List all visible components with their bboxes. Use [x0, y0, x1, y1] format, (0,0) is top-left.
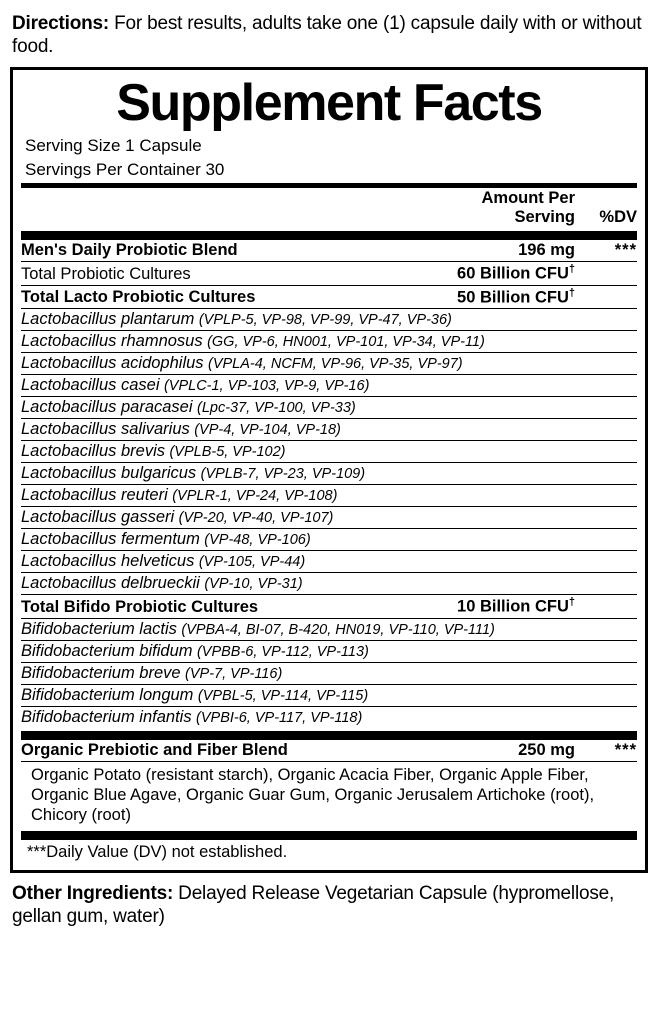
strain-codes: (VPBA-4, BI-07, B-420, HN019, VP-110, VP-111) [181, 621, 495, 638]
table-row [21, 706, 637, 728]
strain-codes: (VPLC-1, VP-103, VP-9, VP-16) [163, 378, 370, 395]
strain-name: Lactobacillus rhamnosus [21, 332, 203, 351]
table-row [21, 463, 637, 485]
row-amount: 50 Billion CFU† [425, 285, 575, 309]
table-row [21, 353, 637, 375]
row-dv [575, 285, 637, 309]
strain-row [21, 485, 637, 507]
directions-text [12, 12, 648, 58]
prebiotic-blend-table [21, 740, 637, 761]
strain-row [21, 551, 637, 573]
row-name: Organic Prebiotic and Fiber Blend [21, 740, 288, 759]
table-row [21, 285, 637, 309]
strain-row [21, 507, 637, 529]
strain-row [21, 353, 637, 375]
table-row [21, 240, 637, 262]
table-row [21, 375, 637, 397]
table-row [21, 262, 637, 286]
strain-name: Lactobacillus delbrueckii [21, 574, 200, 593]
strain-row [21, 309, 637, 331]
table-header-row [21, 188, 637, 228]
strain-name: Lactobacillus paracasei [21, 398, 193, 417]
table-row [21, 684, 637, 706]
strain-codes: (VP-105, VP-44) [198, 554, 306, 571]
table-row [21, 573, 637, 595]
strain-name: Lactobacillus brevis [21, 442, 165, 461]
strain-name: Lactobacillus acidophilus [21, 354, 204, 373]
table-row [21, 640, 637, 662]
row-dv: *** [614, 740, 637, 759]
strain-name: Bifidobacterium lactis [21, 619, 177, 638]
row-amount: 10 Billion CFU† [425, 595, 575, 619]
page-title: Supplement Facts [116, 74, 542, 133]
nutrition-table [21, 188, 637, 228]
prebiotic-blend-description: Organic Potato (resistant starch), Organic Acacia Fiber, Organic Apple Fiber, Organic Blue Agave, Organic Guar Gum, Organic Jerusalem Artichoke (root), Chicory (root) [31, 765, 595, 824]
strain-row [21, 640, 637, 662]
strain-name: Bifidobacterium infantis [21, 707, 192, 726]
strain-row [21, 573, 637, 595]
strain-row [21, 441, 637, 463]
row-name: Total Lacto Probiotic Cultures [21, 285, 425, 309]
table-row [21, 507, 637, 529]
table-row [21, 740, 637, 761]
divider-above-prebiotic [21, 731, 637, 740]
other-ingredients-label: Other Ingredients: [12, 883, 174, 905]
strain-name: Lactobacillus plantarum [21, 310, 195, 329]
strain-row [21, 419, 637, 441]
header-spacer [21, 188, 425, 228]
strain-codes: (VPLR-1, VP-24, VP-108) [172, 488, 338, 505]
strain-name: Lactobacillus salivarius [21, 420, 190, 439]
row-dv: *** [575, 240, 637, 262]
table-row [21, 441, 637, 463]
table-row [21, 529, 637, 551]
strain-row [21, 706, 637, 728]
table-row [21, 309, 637, 331]
probiotic-blend-table [21, 240, 637, 728]
table-row [21, 419, 637, 441]
serving-size: Serving Size 1 Capsule [25, 136, 202, 156]
strain-codes: (VPLP-5, VP-98, VP-99, VP-47, VP-36) [198, 312, 452, 329]
row-amount: 250 mg [518, 740, 575, 759]
strain-name: Lactobacillus gasseri [21, 508, 175, 527]
column-header-dv: %DV [599, 208, 637, 227]
strain-name: Bifidobacterium breve [21, 663, 181, 682]
strain-codes: (VP-48, VP-106) [204, 532, 311, 549]
column-header-amount: Amount Per Serving [481, 189, 575, 227]
row-amount: 60 Billion CFU† [425, 262, 575, 286]
strain-row [21, 684, 637, 706]
strain-row [21, 529, 637, 551]
table-row [21, 397, 637, 419]
strain-row [21, 375, 637, 397]
strain-codes: (VPLB-7, VP-23, VP-109) [200, 466, 366, 483]
strain-codes: (VP-10, VP-31) [204, 576, 303, 593]
other-ingredients-text [12, 882, 648, 928]
divider-below-header [21, 231, 637, 240]
row-name: Total Probiotic Cultures [21, 262, 425, 286]
strain-row [21, 331, 637, 353]
row-dv [575, 595, 637, 619]
directions-body: For best results, adults take one (1) capsule daily with or without food. [12, 13, 642, 58]
strain-row [21, 662, 637, 684]
table-row [21, 485, 637, 507]
divider-above-footnote [21, 831, 637, 840]
strain-name: Lactobacillus casei [21, 376, 160, 395]
table-row [21, 551, 637, 573]
strain-codes: (VPLB-5, VP-102) [169, 444, 286, 461]
row-name: Men's Daily Probiotic Blend [21, 240, 425, 262]
strain-name: Bifidobacterium bifidum [21, 641, 193, 660]
directions-label: Directions: [12, 13, 110, 34]
servings-per-container: Servings Per Container 30 [25, 159, 225, 179]
row-name: Total Bifido Probiotic Cultures [21, 595, 425, 619]
table-row [21, 662, 637, 684]
row-dv [575, 262, 637, 286]
strain-row [21, 618, 637, 640]
table-row [21, 595, 637, 619]
strain-name: Lactobacillus helveticus [21, 552, 195, 571]
strain-row [21, 397, 637, 419]
supplement-facts-panel [10, 67, 648, 873]
table-row [21, 618, 637, 640]
strain-name: Bifidobacterium longum [21, 685, 194, 704]
strain-name: Lactobacillus reuteri [21, 486, 168, 505]
strain-row [21, 463, 637, 485]
strain-codes: (VP-20, VP-40, VP-107) [178, 510, 334, 527]
strain-name: Lactobacillus bulgaricus [21, 464, 197, 483]
strain-codes: (VP-4, VP-104, VP-18) [194, 422, 341, 439]
strain-name: Lactobacillus fermentum [21, 530, 200, 549]
strain-codes: (Lpc-37, VP-100, VP-33) [196, 400, 356, 417]
strain-codes: (VPBI-6, VP-117, VP-118) [196, 709, 363, 726]
strain-codes: (GG, VP-6, HN001, VP-101, VP-34, VP-11) [207, 334, 485, 351]
daily-value-footnote: ***Daily Value (DV) not established. [27, 843, 288, 862]
strain-codes: (VPBL-5, VP-114, VP-115) [197, 687, 369, 704]
other-ingredients-body: Delayed Release Vegetarian Capsule (hypromellose, gellan gum, water) [12, 883, 615, 928]
strain-codes: (VPLA-4, NCFM, VP-96, VP-35, VP-97) [207, 356, 463, 373]
strain-codes: (VPBB-6, VP-112, VP-113) [196, 643, 369, 660]
row-amount: 196 mg [425, 240, 575, 262]
strain-codes: (VP-7, VP-116) [185, 665, 283, 682]
table-row [21, 331, 637, 353]
